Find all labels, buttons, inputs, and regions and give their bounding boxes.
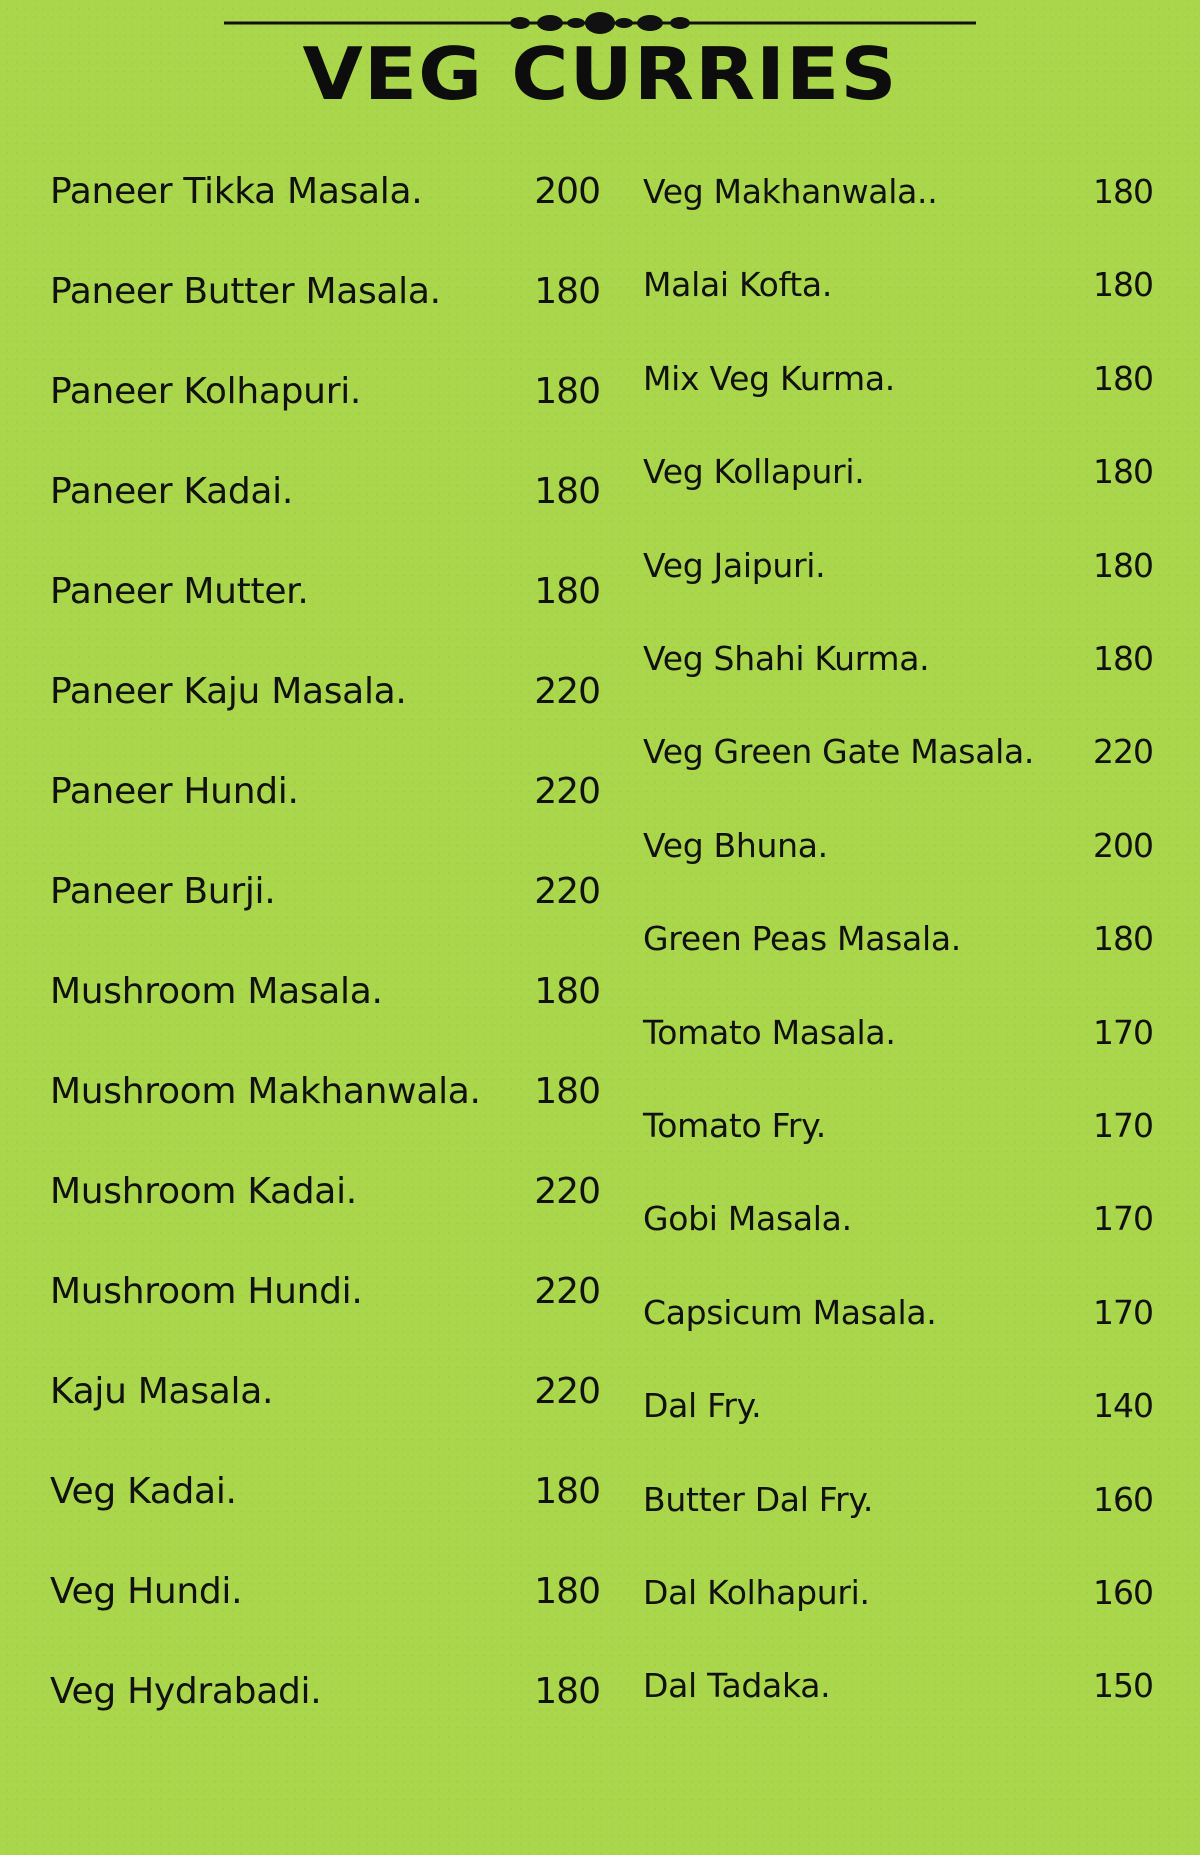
menu-item-price: 180 (534, 1071, 600, 1112)
menu-item-name: Veg Hundi. (50, 1571, 243, 1612)
menu-item-price: 140 (1093, 1386, 1153, 1426)
menu-item-price: 180 (534, 1471, 600, 1512)
menu-item (50, 1268, 600, 1316)
menu-item (50, 1168, 600, 1216)
menu-item-price: 160 (1093, 1573, 1153, 1612)
menu-item-price: 180 (534, 571, 600, 612)
menu-item-price: 200 (534, 171, 600, 212)
menu-item-name: Mix Veg Kurma. (643, 358, 895, 398)
menu-item-price: 170 (1093, 1199, 1153, 1239)
menu-item-name: Veg Kadai. (50, 1471, 237, 1512)
menu-item-price: 180 (1093, 358, 1153, 398)
menu-item (50, 468, 600, 516)
menu-item (643, 1102, 1153, 1150)
menu-item-price: 220 (534, 871, 600, 912)
menu-item (50, 168, 600, 216)
menu-item-name: Butter Dal Fry. (643, 1479, 874, 1519)
menu-item-price: 220 (1093, 732, 1153, 772)
menu-item (50, 1668, 600, 1716)
menu-item (643, 448, 1153, 496)
menu-item (50, 568, 600, 616)
menu-item-price: 180 (1093, 452, 1153, 492)
menu-item (50, 1568, 600, 1616)
menu-item (643, 915, 1153, 963)
menu-item-name: Tomato Masala. (643, 1012, 896, 1052)
menu-item (643, 261, 1153, 309)
menu-item (643, 168, 1153, 216)
menu-item-name: Paneer Burji. (50, 871, 276, 912)
menu-item-name: Veg Makhanwala.. (643, 172, 938, 211)
menu-item (643, 1662, 1153, 1710)
menu-item-name: Veg Jaipuri. (643, 545, 826, 585)
menu-item-name: Tomato Fry. (643, 1106, 826, 1145)
menu-item-name: Paneer Tikka Masala. (50, 171, 423, 212)
menu-item-name: Paneer Kaju Masala. (50, 671, 407, 712)
menu-item-price: 220 (534, 771, 600, 812)
menu-item-name: Veg Green Gate Masala. (643, 732, 1035, 772)
menu-item-price: 180 (1093, 172, 1153, 211)
menu-item-price: 220 (534, 1171, 600, 1212)
menu-item-name: Paneer Hundi. (50, 771, 299, 812)
menu-item-name: Veg Hydrabadi. (50, 1671, 322, 1712)
menu-item-name: Veg Shahi Kurma. (643, 639, 930, 678)
menu-item-name: Kaju Masala. (50, 1371, 274, 1412)
menu-item (50, 868, 600, 916)
menu-item (643, 1569, 1153, 1617)
menu-item-name: Green Peas Masala. (643, 919, 961, 959)
menu-item-price: 200 (1093, 825, 1153, 865)
menu-item-price: 170 (1093, 1012, 1153, 1052)
menu-item (50, 668, 600, 716)
menu-title: VEG CURRIES (302, 33, 898, 117)
menu-item-price: 180 (1093, 265, 1153, 305)
menu-item-price: 180 (1093, 919, 1153, 959)
menu-item-name: Mushroom Makhanwala. (50, 1071, 481, 1112)
menu-item-name: Dal Fry. (643, 1386, 762, 1426)
menu-item-price: 180 (534, 271, 600, 312)
menu-item-price: 170 (1093, 1292, 1153, 1332)
menu-item (643, 822, 1153, 870)
menu-item (643, 355, 1153, 403)
menu-item-price: 180 (534, 1571, 600, 1612)
menu-item (643, 1476, 1153, 1524)
menu-item-name: Gobi Masala. (643, 1199, 852, 1239)
menu-item-price: 180 (1093, 639, 1153, 678)
menu-item-name: Paneer Kadai. (50, 471, 294, 512)
menu-item-name: Capsicum Masala. (643, 1292, 937, 1332)
menu-item (643, 1289, 1153, 1337)
menu-item (643, 728, 1153, 776)
menu-item (50, 968, 600, 1016)
menu-item-name: Mushroom Masala. (50, 971, 383, 1012)
menu-item (50, 1068, 600, 1116)
menu-item-price: 220 (534, 671, 600, 712)
menu-item-price: 220 (534, 1371, 600, 1412)
menu-item (643, 635, 1153, 683)
menu-item-name: Veg Bhuna. (643, 825, 828, 865)
menu-item-price: 220 (534, 1271, 600, 1312)
menu-item-name: Paneer Kolhapuri. (50, 371, 362, 412)
menu-item-price: 150 (1093, 1666, 1153, 1706)
menu-item-name: Paneer Butter Masala. (50, 271, 441, 312)
menu-item-name: Paneer Mutter. (50, 571, 309, 612)
menu-item (50, 1468, 600, 1516)
menu-item-name: Mushroom Kadai. (50, 1171, 357, 1212)
menu-item (643, 1382, 1153, 1430)
menu-item-price: 180 (1093, 545, 1153, 585)
menu-item (50, 368, 600, 416)
menu-item-name: Malai Kofta. (643, 265, 833, 305)
menu-item (643, 1195, 1153, 1243)
menu-item-price: 170 (1093, 1106, 1153, 1145)
menu-item-name: Veg Kollapuri. (643, 452, 865, 492)
menu-item-price: 180 (534, 471, 600, 512)
menu-item (50, 1368, 600, 1416)
menu-item-price: 180 (534, 971, 600, 1012)
menu-item (50, 268, 600, 316)
menu-item-name: Dal Tadaka. (643, 1666, 831, 1706)
menu-item (50, 768, 600, 816)
menu-item (643, 1009, 1153, 1057)
menu-item-price: 160 (1093, 1479, 1153, 1519)
menu-item-price: 180 (534, 1671, 600, 1712)
menu-item-price: 180 (534, 371, 600, 412)
menu-item-name: Mushroom Hundi. (50, 1271, 363, 1312)
menu-item-name: Dal Kolhapuri. (643, 1573, 870, 1612)
menu-item (643, 542, 1153, 590)
